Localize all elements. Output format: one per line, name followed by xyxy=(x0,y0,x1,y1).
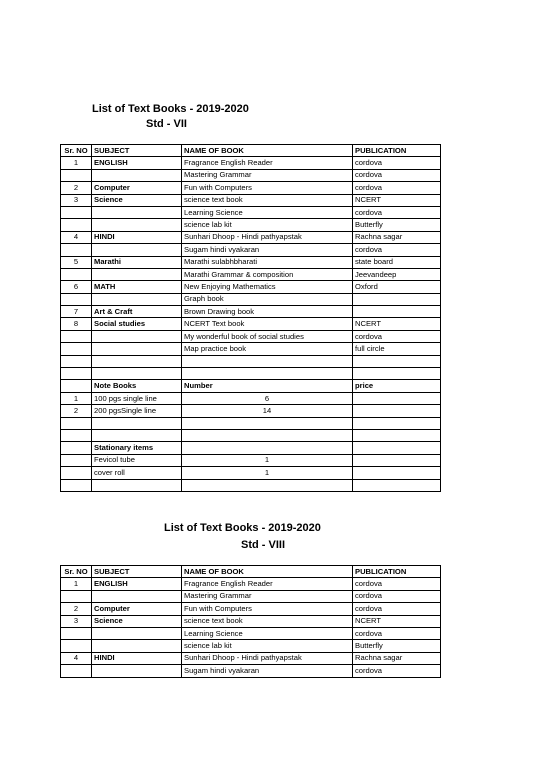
table-row xyxy=(61,231,441,243)
subject-cell xyxy=(92,590,182,602)
publication-cell: Jeevandeep xyxy=(353,268,441,280)
publication-cell xyxy=(353,429,441,441)
table-row xyxy=(61,330,441,342)
book-name-cell: Marathi Grammar & composition xyxy=(182,268,353,280)
book-name-cell: New Enjoying Mathematics xyxy=(182,281,353,293)
publication-cell: cordova xyxy=(353,665,441,677)
book-name-cell: 14 xyxy=(182,405,353,417)
book-name-cell: Learning Science xyxy=(182,627,353,639)
subject-cell xyxy=(92,293,182,305)
book-name-cell: 1 xyxy=(182,467,353,479)
publication-cell xyxy=(353,293,441,305)
publication-cell: cordova xyxy=(353,330,441,342)
sr-no-cell: 5 xyxy=(61,256,92,268)
publication-cell: PUBLICATION xyxy=(353,566,441,578)
book-name-cell: 1 xyxy=(182,454,353,466)
book-name-cell: Fun with Computers xyxy=(182,182,353,194)
table-row xyxy=(61,182,441,194)
sr-no-cell: 2 xyxy=(61,182,92,194)
table-row xyxy=(61,665,441,677)
subject-cell xyxy=(92,206,182,218)
table-row xyxy=(61,244,441,256)
publication-cell: cordova xyxy=(353,182,441,194)
sr-no-cell xyxy=(61,467,92,479)
publication-cell: cordova xyxy=(353,169,441,181)
publication-cell: Butterfly xyxy=(353,640,441,652)
publication-cell xyxy=(353,479,441,491)
book-name-cell: NAME OF BOOK xyxy=(182,145,353,157)
publication-cell: Rachna sagar xyxy=(353,652,441,664)
publication-cell: full circle xyxy=(353,343,441,355)
publication-cell xyxy=(353,355,441,367)
subject-cell: Fevicol tube xyxy=(92,454,182,466)
publication-cell: cordova xyxy=(353,590,441,602)
subject-cell: Science xyxy=(92,194,182,206)
sr-no-cell xyxy=(61,429,92,441)
sr-no-cell xyxy=(61,330,92,342)
sr-no-cell xyxy=(61,417,92,429)
publication-cell xyxy=(353,442,441,454)
subject-cell: Marathi xyxy=(92,256,182,268)
sr-no-cell xyxy=(61,454,92,466)
book-name-cell xyxy=(182,368,353,380)
table-row xyxy=(61,343,441,355)
table-row xyxy=(61,429,441,441)
sr-no-cell: 1 xyxy=(61,392,92,404)
subject-cell: Science xyxy=(92,615,182,627)
section2-title: List of Text Books - 2019-2020 xyxy=(164,522,321,534)
book-name-cell: Graph book xyxy=(182,293,353,305)
sr-no-cell xyxy=(61,268,92,280)
std-vii-book-table xyxy=(60,144,441,492)
subject-cell: Computer xyxy=(92,182,182,194)
table-row xyxy=(61,652,441,664)
book-name-cell: Sugam hindi vyakaran xyxy=(182,244,353,256)
book-name-cell: Fragrance English Reader xyxy=(182,578,353,590)
book-name-cell: science lab kit xyxy=(182,640,353,652)
book-name-cell: Fragrance English Reader xyxy=(182,157,353,169)
book-name-cell: Mastering Grammar xyxy=(182,169,353,181)
sr-no-cell xyxy=(61,627,92,639)
publication-cell: NCERT xyxy=(353,615,441,627)
table-row xyxy=(61,318,441,330)
subject-cell: Note Books xyxy=(92,380,182,392)
publication-cell xyxy=(353,454,441,466)
subject-cell xyxy=(92,244,182,256)
publication-cell xyxy=(353,392,441,404)
table-row xyxy=(61,590,441,602)
sr-no-cell xyxy=(61,590,92,602)
subject-cell xyxy=(92,330,182,342)
header-row xyxy=(61,145,441,157)
publication-cell: cordova xyxy=(353,627,441,639)
section1-title: List of Text Books - 2019-2020 xyxy=(92,103,249,115)
book-name-cell: NCERT Text book xyxy=(182,318,353,330)
table-row xyxy=(61,479,441,491)
sr-no-cell xyxy=(61,355,92,367)
sr-no-cell xyxy=(61,206,92,218)
subject-cell: SUBJECT xyxy=(92,145,182,157)
publication-cell: cordova xyxy=(353,603,441,615)
subject-cell: Social studies xyxy=(92,318,182,330)
table-row xyxy=(61,206,441,218)
book-name-cell: NAME OF BOOK xyxy=(182,566,353,578)
std-viii-book-table xyxy=(60,565,441,678)
table-row xyxy=(61,268,441,280)
subject-cell xyxy=(92,219,182,231)
table-row xyxy=(61,368,441,380)
sr-no-cell xyxy=(61,368,92,380)
publication-cell: state board xyxy=(353,256,441,268)
publication-cell: cordova xyxy=(353,206,441,218)
subject-cell xyxy=(92,355,182,367)
table-row xyxy=(61,603,441,615)
sr-no-cell: 2 xyxy=(61,405,92,417)
book-name-cell: Sunhari Dhoop - Hindi pathyapstak xyxy=(182,652,353,664)
subject-cell: Computer xyxy=(92,603,182,615)
table-row xyxy=(61,169,441,181)
table-row xyxy=(61,293,441,305)
publication-cell: cordova xyxy=(353,157,441,169)
sr-no-cell: 8 xyxy=(61,318,92,330)
sr-no-cell xyxy=(61,479,92,491)
publication-cell: Oxford xyxy=(353,281,441,293)
subject-cell xyxy=(92,665,182,677)
book-name-cell: Brown Drawing book xyxy=(182,306,353,318)
publication-cell: cordova xyxy=(353,244,441,256)
sr-no-cell: 4 xyxy=(61,652,92,664)
notebook-row xyxy=(61,405,441,417)
stationary-header-row xyxy=(61,442,441,454)
notebooks-header-row xyxy=(61,380,441,392)
sr-no-cell xyxy=(61,640,92,652)
sr-no-cell: 1 xyxy=(61,157,92,169)
subject-cell xyxy=(92,343,182,355)
subject-cell xyxy=(92,268,182,280)
publication-cell: NCERT xyxy=(353,318,441,330)
book-name-cell: My wonderful book of social studies xyxy=(182,330,353,342)
table-row xyxy=(61,640,441,652)
subject-cell xyxy=(92,417,182,429)
sr-no-cell: 1 xyxy=(61,578,92,590)
sr-no-cell xyxy=(61,665,92,677)
subject-cell: ENGLISH xyxy=(92,578,182,590)
section1-std: Std - VII xyxy=(146,118,187,130)
book-name-cell: Marathi sulabhbharati xyxy=(182,256,353,268)
publication-cell: PUBLICATION xyxy=(353,145,441,157)
sr-no-cell: 3 xyxy=(61,615,92,627)
sr-no-cell: 6 xyxy=(61,281,92,293)
notebook-row xyxy=(61,392,441,404)
book-name-cell xyxy=(182,442,353,454)
header-row xyxy=(61,566,441,578)
sr-no-cell xyxy=(61,244,92,256)
stationary-row xyxy=(61,467,441,479)
subject-cell: ENGLISH xyxy=(92,157,182,169)
sr-no-cell xyxy=(61,219,92,231)
book-name-cell: science text book xyxy=(182,615,353,627)
book-name-cell: Sunhari Dhoop - Hindi pathyapstak xyxy=(182,231,353,243)
subject-cell xyxy=(92,169,182,181)
subject-cell: HINDI xyxy=(92,231,182,243)
book-name-cell xyxy=(182,417,353,429)
table-row xyxy=(61,355,441,367)
publication-cell: Butterfly xyxy=(353,219,441,231)
sr-no-cell xyxy=(61,169,92,181)
subject-cell: SUBJECT xyxy=(92,566,182,578)
publication-cell: Rachna sagar xyxy=(353,231,441,243)
book-name-cell: science lab kit xyxy=(182,219,353,231)
table-row xyxy=(61,627,441,639)
sr-no-cell: Sr. NO xyxy=(61,566,92,578)
subject-cell xyxy=(92,479,182,491)
book-name-cell: 6 xyxy=(182,392,353,404)
sr-no-cell: Sr. NO xyxy=(61,145,92,157)
publication-cell xyxy=(353,306,441,318)
book-name-cell: Sugam hindi vyakaran xyxy=(182,665,353,677)
publication-cell xyxy=(353,467,441,479)
book-name-cell: Map practice book xyxy=(182,343,353,355)
publication-cell: cordova xyxy=(353,578,441,590)
table-row xyxy=(61,281,441,293)
subject-cell xyxy=(92,368,182,380)
subject-cell: Art & Craft xyxy=(92,306,182,318)
book-name-cell: Learning Science xyxy=(182,206,353,218)
table-row xyxy=(61,219,441,231)
sr-no-cell: 2 xyxy=(61,603,92,615)
book-name-cell: Mastering Grammar xyxy=(182,590,353,602)
section2-std: Std - VIII xyxy=(241,539,285,551)
subject-cell: MATH xyxy=(92,281,182,293)
publication-cell xyxy=(353,405,441,417)
table-row xyxy=(61,578,441,590)
sr-no-cell: 7 xyxy=(61,306,92,318)
subject-cell xyxy=(92,640,182,652)
table-row xyxy=(61,194,441,206)
publication-cell: NCERT xyxy=(353,194,441,206)
table-row xyxy=(61,157,441,169)
sr-no-cell xyxy=(61,293,92,305)
subject-cell: 200 pgsSingle line xyxy=(92,405,182,417)
sr-no-cell: 4 xyxy=(61,231,92,243)
sr-no-cell xyxy=(61,343,92,355)
subject-cell: cover roll xyxy=(92,467,182,479)
subject-cell: Stationary items xyxy=(92,442,182,454)
subject-cell xyxy=(92,627,182,639)
book-name-cell: science text book xyxy=(182,194,353,206)
table-row xyxy=(61,615,441,627)
table-row xyxy=(61,417,441,429)
publication-cell: price xyxy=(353,380,441,392)
publication-cell xyxy=(353,417,441,429)
table-row xyxy=(61,306,441,318)
book-name-cell: Number xyxy=(182,380,353,392)
book-name-cell xyxy=(182,429,353,441)
sr-no-cell xyxy=(61,442,92,454)
book-name-cell: Fun with Computers xyxy=(182,603,353,615)
publication-cell xyxy=(353,368,441,380)
subject-cell xyxy=(92,429,182,441)
table-row xyxy=(61,256,441,268)
book-name-cell xyxy=(182,479,353,491)
sr-no-cell xyxy=(61,380,92,392)
stationary-row xyxy=(61,454,441,466)
sr-no-cell: 3 xyxy=(61,194,92,206)
book-name-cell xyxy=(182,355,353,367)
subject-cell: HINDI xyxy=(92,652,182,664)
subject-cell: 100 pgs single line xyxy=(92,392,182,404)
